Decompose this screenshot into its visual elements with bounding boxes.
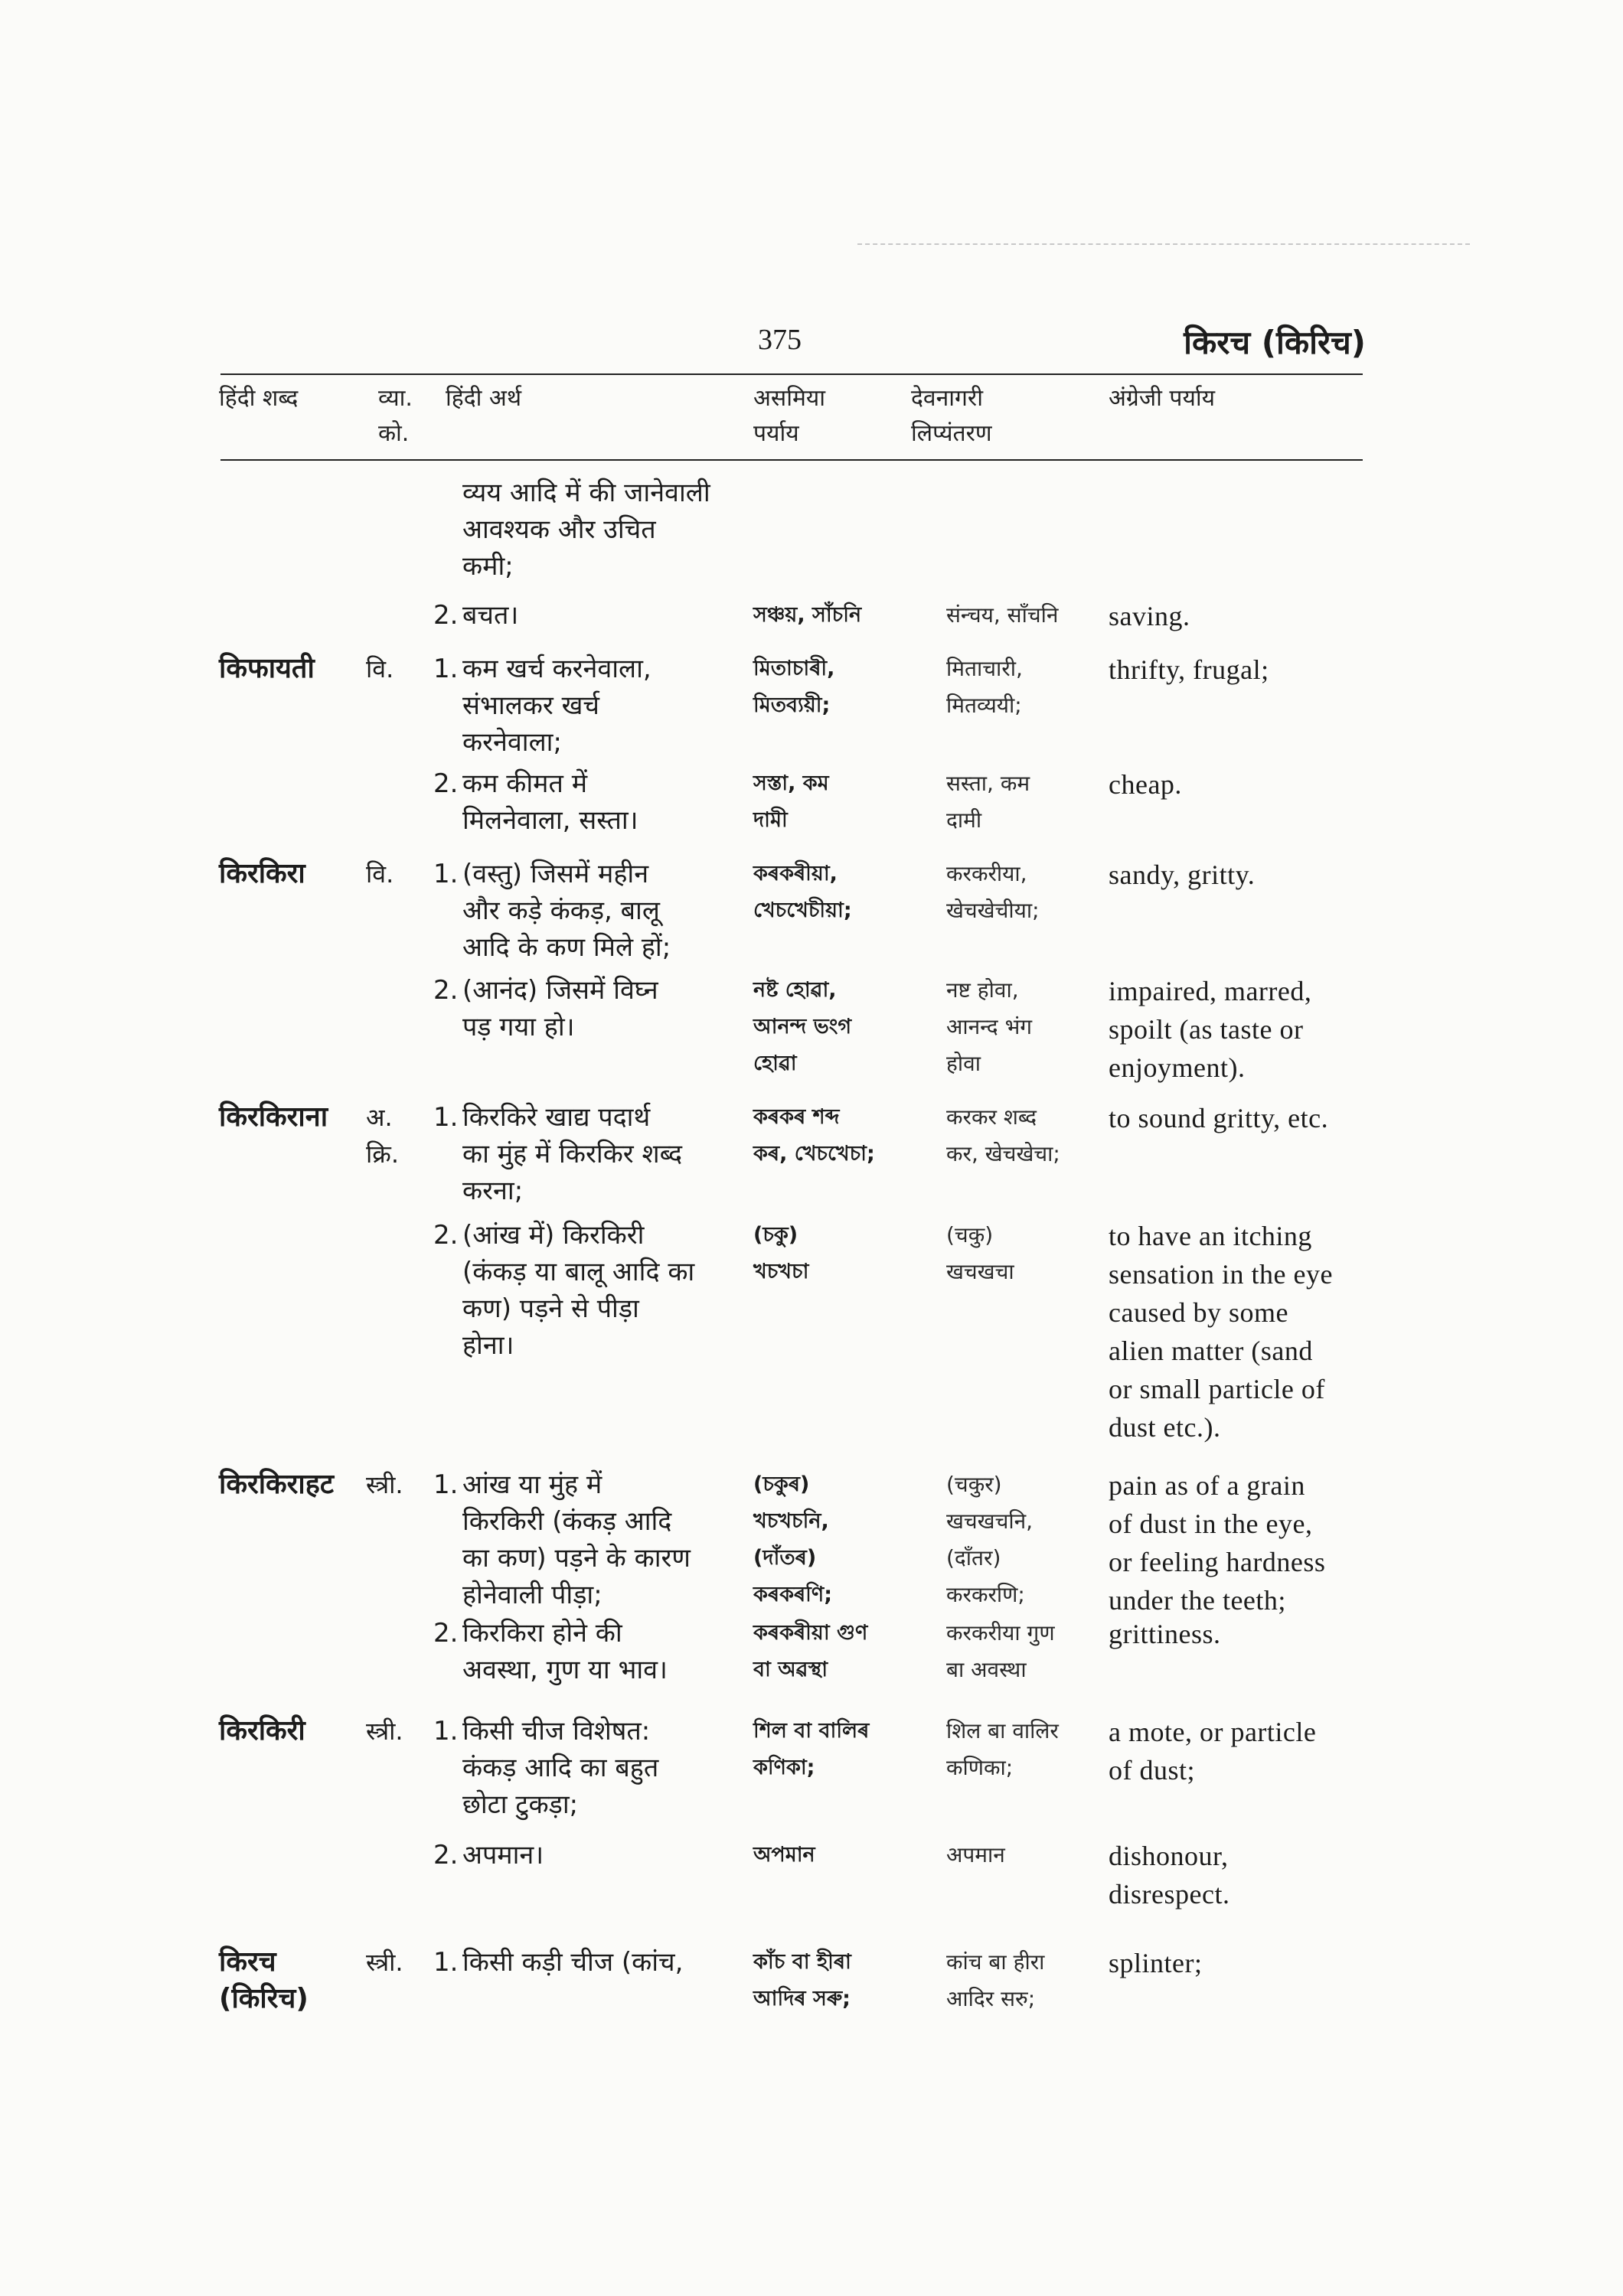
headword: किरकिराहट <box>219 1469 334 1500</box>
sense-number: 1. <box>433 1947 459 1978</box>
devanagari-transliteration: करकर शब्द कर, खेचखेचा; <box>946 1104 1060 1166</box>
hindi-meaning: (आनंद) जिसमें विघ्न पड़ गया हो। <box>462 975 658 1042</box>
page-number: 375 <box>758 324 802 356</box>
devanagari-transliteration: शिल बा वालिर कणिका; <box>946 1718 1059 1780</box>
headword: किरकिरी <box>219 1715 305 1746</box>
header-bottom-rule <box>220 459 1363 461</box>
header-top-rule <box>220 373 1363 375</box>
header-hindi-word: हिंदी शब्द <box>219 385 299 412</box>
grammar-code: अ. क्रि. <box>366 1103 400 1169</box>
english-equivalent: cheap. <box>1109 769 1182 800</box>
header-transliteration: देवनागरी लिप्यंतरण <box>911 385 992 447</box>
assamese-equivalent: কৰকৰীয়া গুণ বা অৱস্থা <box>753 1621 868 1681</box>
hindi-meaning: व्यय आदि में की जानेवाली आवश्यक और उचित कमी; <box>462 478 710 582</box>
grammar-code: वि. <box>366 859 394 889</box>
hindi-meaning: किरकिरा होने की अवस्था, गुण या भाव। <box>462 1618 668 1685</box>
devanagari-transliteration: करकरीया गुण बा अवस्था <box>946 1620 1055 1682</box>
devanagari-transliteration: करकरीया, खेचखेचीया; <box>946 861 1040 923</box>
devanagari-transliteration: नष्ट होवा, आनन्द भंग होवा <box>946 977 1033 1076</box>
devanagari-transliteration: संन्चय, साँचनि <box>946 602 1059 628</box>
hindi-meaning: कम खर्च करनेवाला, संभालकर खर्च करनेवाला; <box>462 654 651 758</box>
hindi-meaning: किसी कड़ी चीज (कांच, <box>462 1947 684 1978</box>
sense-number: 1. <box>433 1102 459 1133</box>
sense-number: 2. <box>433 1840 459 1870</box>
hindi-meaning: कम कीमत में मिलनेवाला, सस्ता। <box>462 768 638 836</box>
devanagari-transliteration: मिताचारी, मितव्ययी; <box>946 656 1023 718</box>
assamese-equivalent: কৰকৰ শব্দ কৰ, খেচখেচা; <box>753 1105 875 1166</box>
assamese-equivalent: (চকুৰ) খচখচনি, (দাঁতৰ) কৰকৰণি; <box>753 1473 833 1606</box>
devanagari-transliteration: (चकुर) खचखचनि, (दाँतर) करकरणि; <box>946 1472 1034 1607</box>
assamese-equivalent: মিতাচাৰী, মিতব্যয়ী; <box>753 657 835 717</box>
devanagari-transliteration: कांच बा हीरा आदिर सरु; <box>946 1949 1045 2011</box>
hindi-meaning: (आंख में) किरकिरी (कंकड़ या बालू आदि का कण) पड़ने से पीड़ा होना। <box>462 1220 695 1361</box>
english-equivalent: to sound gritty, etc. <box>1109 1103 1329 1133</box>
grammar-code: वि. <box>366 654 394 683</box>
assamese-equivalent: (চকু) খচখচা <box>753 1223 809 1283</box>
hindi-meaning: (वस्तु) जिसमें महीन और कड़े कंकड़, बालू आदि के कण मिले हों; <box>462 859 671 963</box>
english-equivalent: a mote, or particle of dust; <box>1109 1717 1317 1786</box>
header-english: अंग्रेजी पर्याय <box>1109 385 1216 412</box>
scan-artifact-line <box>857 243 1470 245</box>
devanagari-transliteration: अपमान <box>946 1842 1005 1867</box>
english-equivalent: grittiness. <box>1109 1619 1221 1649</box>
hindi-meaning: अपमान। <box>462 1840 544 1870</box>
english-equivalent: impaired, marred, spoilt (as taste or enjoyment). <box>1109 976 1312 1083</box>
hindi-meaning: किरकिरे खाद्य पदार्थ का मुंह में किरकिर शब्द करना; <box>462 1102 683 1206</box>
sense-number: 1. <box>433 859 459 889</box>
english-equivalent: to have an itching sensation in the eye caused by some alien matter (sand or small particle of dust etc.). <box>1109 1221 1333 1443</box>
devanagari-transliteration: सस्ता, कम दामी <box>946 771 1030 833</box>
devanagari-transliteration: (चकु) खचखचा <box>946 1222 1014 1284</box>
header-assamese: असमिया पर्याय <box>753 385 826 447</box>
assamese-equivalent: অপমান <box>753 1843 815 1867</box>
assamese-equivalent: সঞ্চয়, সাঁচনি <box>753 603 862 627</box>
sense-number: 1. <box>433 1469 459 1500</box>
english-equivalent: dishonour, disrespect. <box>1109 1841 1230 1910</box>
hindi-meaning: बचत। <box>462 600 519 631</box>
sense-number: 1. <box>433 1716 459 1746</box>
sense-number: 2. <box>433 975 459 1006</box>
running-head: किरच (किरिच) <box>1184 324 1366 361</box>
headword: किरकिराना <box>219 1101 328 1133</box>
hindi-meaning: किसी चीज विशेषत: कंकड़ आदि का बहुत छोटा टुकड़ा; <box>462 1716 659 1820</box>
english-equivalent: thrifty, frugal; <box>1109 654 1269 685</box>
assamese-equivalent: শিল বা বালিৰ কণিকা; <box>753 1719 870 1779</box>
assamese-equivalent: নষ্ট হোৱা, আনন্দ ভংগ হোৱা <box>753 978 852 1075</box>
english-equivalent: pain as of a grain of dust in the eye, or feeling hardness under the teeth; <box>1109 1470 1326 1616</box>
header-hindi-meaning: हिंदी अर्थ <box>446 385 522 412</box>
english-equivalent: splinter; <box>1109 1948 1203 1978</box>
header-grammar: व्या. को. <box>378 385 413 447</box>
headword: किफायती <box>219 653 315 684</box>
assamese-equivalent: সস্তা, কম দামী <box>753 771 829 832</box>
assamese-equivalent: কৰকৰীয়া, খেচখেচীয়া; <box>753 862 852 922</box>
sense-number: 2. <box>433 1618 459 1649</box>
sense-number: 2. <box>433 600 459 631</box>
hindi-meaning: आंख या मुंह में किरकिरी (कंकड़ आदि का कण) पड़ने के कारण होनेवाली पीड़ा; <box>462 1469 691 1610</box>
grammar-code: स्त्री. <box>366 1948 403 1977</box>
english-equivalent: saving. <box>1109 601 1190 631</box>
headword: किरकिरा <box>219 858 305 889</box>
assamese-equivalent: কাঁচ বা হীৰা আদিৰ সৰু; <box>753 1950 851 2011</box>
sense-number: 2. <box>433 1220 459 1251</box>
sense-number: 2. <box>433 768 459 799</box>
sense-number: 1. <box>433 654 459 684</box>
headword: किरच (किरिच) <box>219 1946 309 2014</box>
grammar-code: स्त्री. <box>366 1470 403 1499</box>
english-equivalent: sandy, gritty. <box>1109 859 1256 890</box>
grammar-code: स्त्री. <box>366 1717 403 1746</box>
